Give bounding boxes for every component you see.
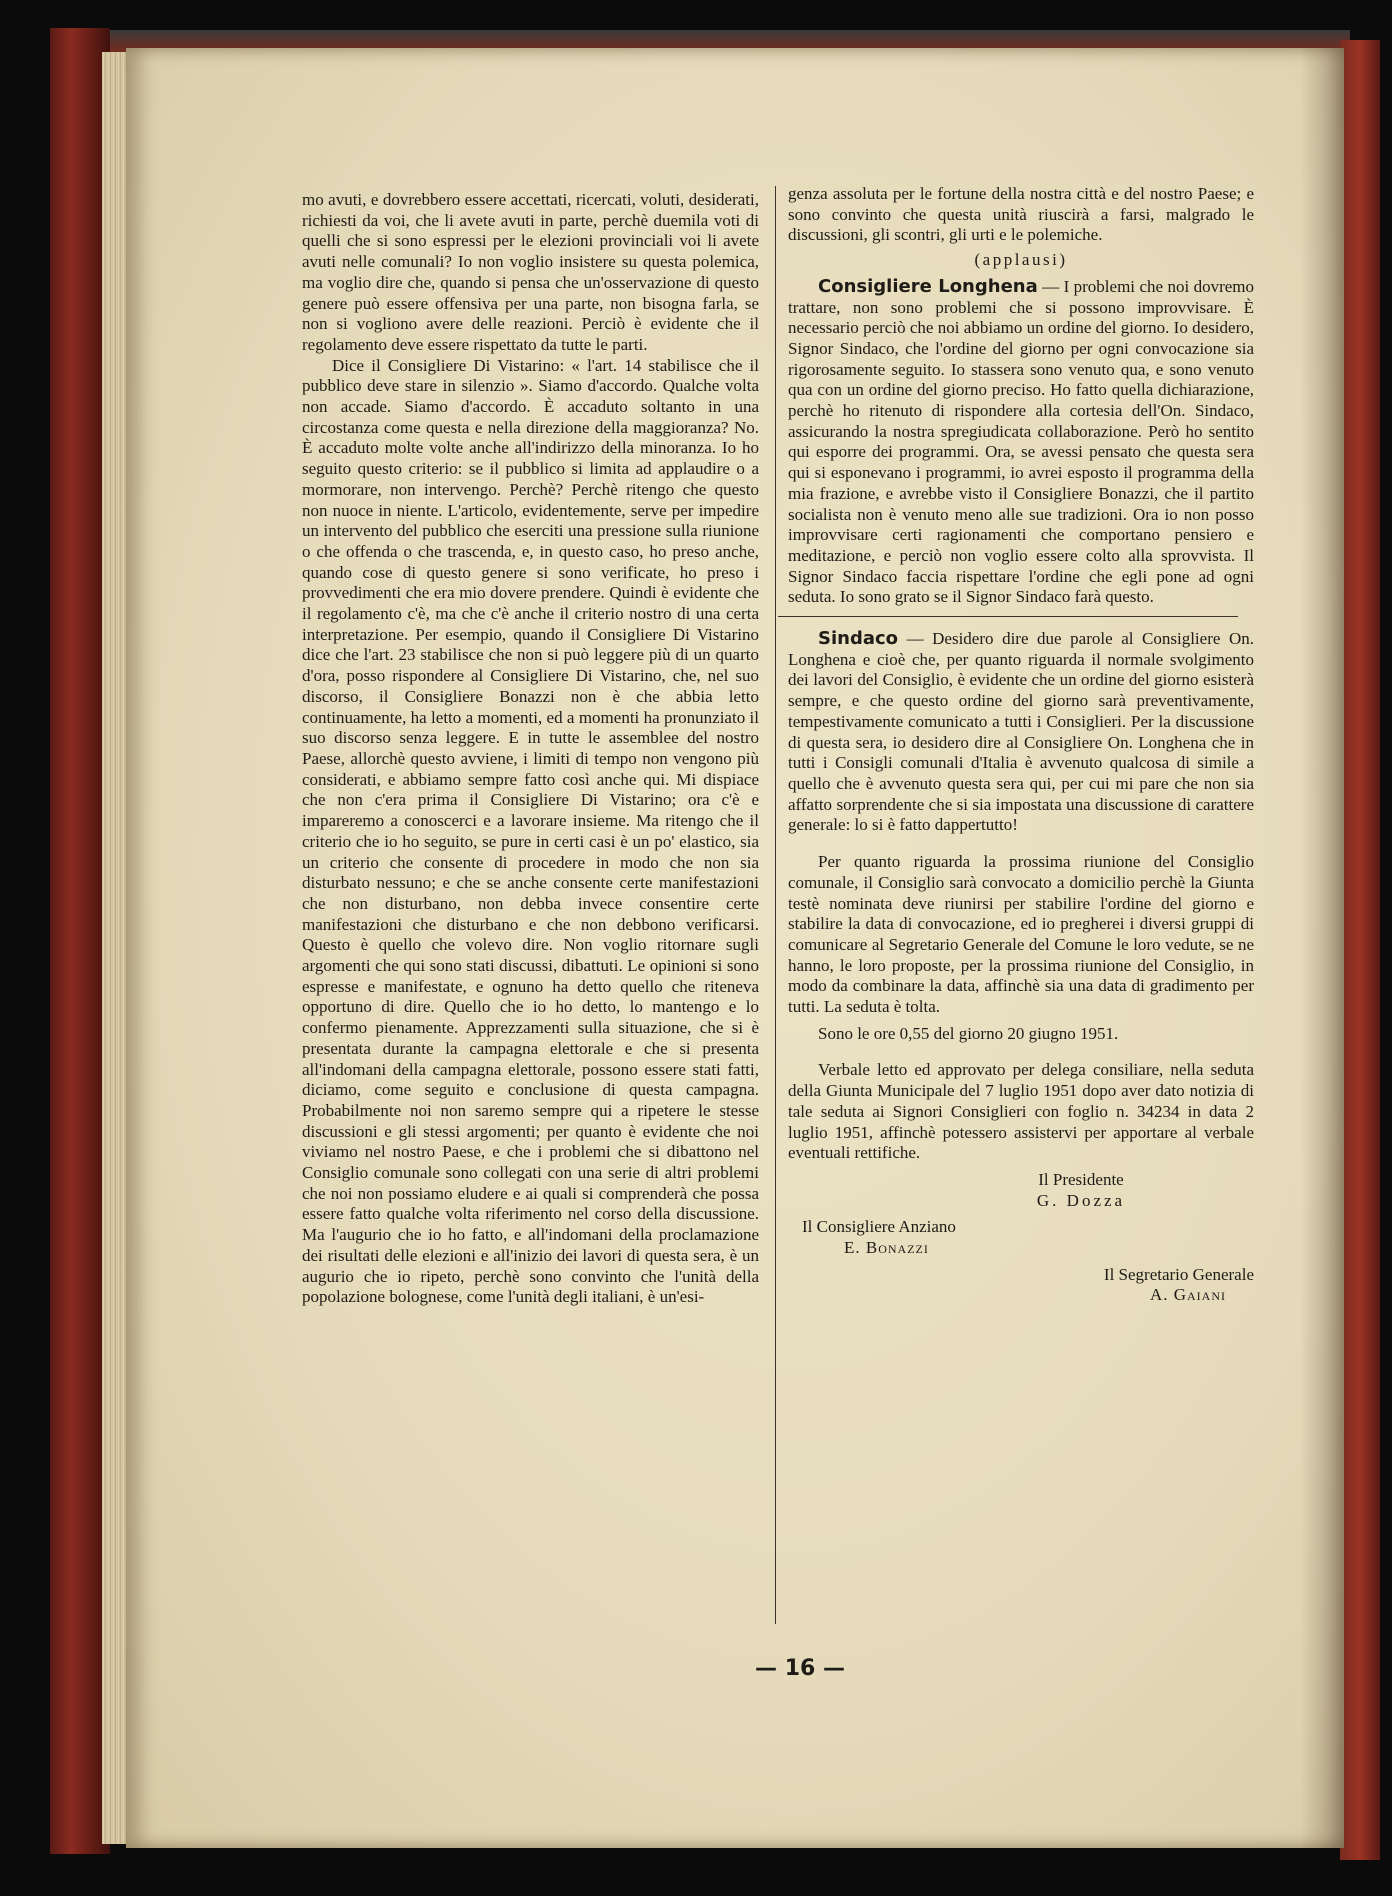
column-divider <box>775 186 776 1624</box>
sindaco-text: — Desidero dire due parole al Consigliere On. Longhena e cioè che, per quanto riguarda il normale svolgimento dei lavori del Consiglio, è evidente che un ordine del giorno esisterà sempre, e che questo ordine del giorno sarà preventivamente, tempestivamente comunicato a tutti i Consiglieri. Per la discussione di questa sera, io desidero dire al Consigliere On. Longhena che in tutti i Consigli comunali d'Italia è avvenuto qualcosa di simile a quello che è avvenuto questa sera qui, per cui mi pare che non sia affatto sorprendente che si sia impostata una discussione di carattere generale: lo si è fatto dappertutto! <box>788 629 1254 835</box>
verbale-paragraph: Verbale letto ed approvato per delega consiliare, nella seduta della Giunta Municipale del 7 luglio 1951 dopo aver dato notizia di tale seduta ai Signori Consiglieri con foglio n. 34234 in data 2 luglio 1951, affinchè potessero assistervi per apportare al verbale eventuali rettifiche. <box>788 1060 1254 1163</box>
signature-segretario-title: Il Segretario Generale <box>1103 1264 1254 1284</box>
speaker-longhena: Consigliere Longhena <box>818 275 1038 297</box>
spacer <box>788 836 1254 852</box>
gutter-shadow <box>1300 48 1344 1848</box>
left-paragraph-2: Dice il Consigliere Di Vistarino: « l'art. 14 stabilisce che il pubblico deve stare in silenzio ». Siamo d'accordo. Qualche volta non accade. Siamo d'accordo. È accaduto soltanto in una circostanza come questa e nella direzione della maggioranza? No. È accaduto molte volte anche all'indirizzo della minoranza. Io ho seguito questo criterio: se il pubblico si limita ad applaudire o a mormorare, non intervengo. Perchè? Perchè ritengo che questo non nuoce in niente. L'articolo, evidentemente, serve per impedire un intervento del pubblico che eserciti una pressione sulla riunione o che offenda o che trascenda, e, in questo caso, ho preso anche, quando cose di questo genere si sono verificate, ho preso i provvedimenti che era mio dovere prendere. Quindi è evidente che il regolamento c'è, ma che c'è anche il criterio nostro di una certa interpretazione. Per esempio, quando il Consigliere Di Vistarino dice che l'art. 23 stabilisce che non si può leggere più di un quarto d'ora, posso rispondere al Consigliere Di Vistarino, che, nel suo discorso, il Consigliere Bonazzi non è che abbia letto continuamente, ha letto a momenti, ed a momenti ha pronunziato il suo discorso senza leggere. E in tutte le assemblee del nostro Paese, allorchè questo avviene, i limiti di tempo non vengono più considerati, e abbiamo sempre fatto così anche qui. Mi dispiace che non c'era prima il Consigliere Di Vistarino; ora c'è e impareremo a conoscerci e a lavorare insieme. Ma ritengo che il criterio che io ho seguito, se pure in certi casi è un po' elastico, sia un criterio che consente di procedere in modo che non sia disturbato nessuno; e che se anche consente certe manifestazioni che non disturbano, non debba invece consentire certe manifestazioni che disturbano e che non debbono verificarsi. Questo è quello che volevo dire. Non voglio ritornare sugli argomenti che qui sono stati discussi, dibattuti. Le opinioni si sono espresse e manifestate, e ognuno ha detto quello che riteneva opportuno di dire. Quello che io ho detto, lo mantengo e lo confermo pienamente. Apprezzamenti sulla situazione, che si è presentata durante la campagna elettorale e che si presenta all'indomani della campagna elettorale, possono essere stati fatti, diciamo, come seguito e conclusione di questa campagna. Probabilmente noi non saremo sempre qui a ripetere le stesse discussioni e gli stessi argomenti; per quanto è evidente che noi viviamo nel nostro Paese, e che i problemi che si dibattono nel Consiglio comunale sono collegati con una serie di altri problemi che noi non possiamo eludere e ai quali si comprenderà che possa essere fatto qualche volta riferimento nel corso della discussione. Ma l'augurio che io ho fatto, e all'indomani della proclamazione dei risultati delle elezioni e all'inizio dei lavori di questa sera, è un augurio che io ripeto, perchè sono convinto che l'unità della popolazione bolognese, come l'unità degli italiani, è un'esi- <box>302 355 759 1307</box>
right-column <box>788 184 1254 1306</box>
signature-president-title: Il Presidente <box>1038 1169 1124 1189</box>
closing-time-paragraph: Sono le ore 0,55 del giorno 20 giugno 1951. <box>818 1023 1119 1043</box>
signature-president-name: G. Dozza <box>1036 1190 1126 1210</box>
longhena-paragraph <box>788 277 1254 608</box>
page-edges <box>102 52 128 1844</box>
book-binding-left <box>50 28 110 1854</box>
sindaco-paragraph <box>788 629 1254 836</box>
book-binding-right <box>1340 40 1380 1860</box>
signature-segretario-name: A. Gaiani <box>1149 1285 1226 1305</box>
right-paragraph-1: genza assoluta per le fortune della nostra città e del nostro Paese; e sono convinto che questa unità riuscirà a farsi, malgrado le discussioni, gli scontri, gli urti e le polemiche. <box>788 184 1254 245</box>
left-paragraph-1: mo avuti, e dovrebbero essere accettati, ricercati, voluti, desiderati, richiesti da voi, che li avete avuti in parte, perchè duemila voti di quelli che si sono espressi per le elezioni provinciali voi li avete avuti nelle comunali? Io non voglio insistere su questa polemica, ma voglio dire che, quando si pensa che un'osservazione di questo genere può essere offensiva per una parte, non bisogna farla, se non si vogliono avere delle reazioni. Perciò è evidente che il regolamento deve essere rispettato da tutte le parti. <box>302 190 759 354</box>
signature-anziano-title: Il Consigliere Anziano <box>802 1217 956 1237</box>
section-rule <box>778 616 1238 617</box>
longhena-text: — I problemi che noi dovremo trattare, non sono problemi che si possono improvvisare. È necessario perciò che noi abbiamo un ordine del giorno. Io desidero, Signor Sindaco, che l'ordine del giorno per ogni convocazione sia rigorosamente seguito. Io stassera sono venuto qua, e sono venuto qua con un ordine del giorno preciso. Ho fatto quella dichiarazione, perchè ho ritenuto di rispondere alla cortesia dell'On. Sindaco, assicurando la nostra spregiudicata collaborazione. Però ho sentito qui esporre dei programmi. Ora, se avessi pensato che questa sera qui si esponevano i programmi, io avrei esposto il programma della mia frazione, e avrebbe visto il Consigliere Bonazzi, che il partito socialista non è venuto meno alle sue tradizioni. Ora io non posso improvvisare certi ragionamenti che comportano pensiero e meditazione, e perciò non voglio essere colto alla sprovvista. Il Signor Sindaco faccia rispettare l'ordine che egli pone ad ogni seduta. Io sono grato se il Signor Sindaco farà questo. <box>788 276 1255 607</box>
signature-anziano-name: E. Bonazzi <box>844 1238 929 1258</box>
left-column <box>302 190 759 1308</box>
speaker-sindaco: Sindaco <box>818 628 899 650</box>
spacer <box>788 1044 1254 1060</box>
next-meeting-paragraph: Per quanto riguarda la prossima riunione del Consiglio comunale, il Consiglio sarà convocato a domicilio perchè la Giunta testè nominata deve riunirsi per stabilire l'ordine del giorno e stabilire la data di convocazione, ed io pregherei i diversi gruppi di comunicare al Segretario Generale del Comune le loro vedute, se ne hanno, le loro proposte, per la prossima riunione del Consiglio, in modo da combinare la data, affinchè sia una data di gradimento per tutti. La seduta è tolta. <box>788 852 1254 1017</box>
page-number: — 16 — <box>755 1656 845 1681</box>
applausi-note: (applausi) <box>974 250 1068 270</box>
